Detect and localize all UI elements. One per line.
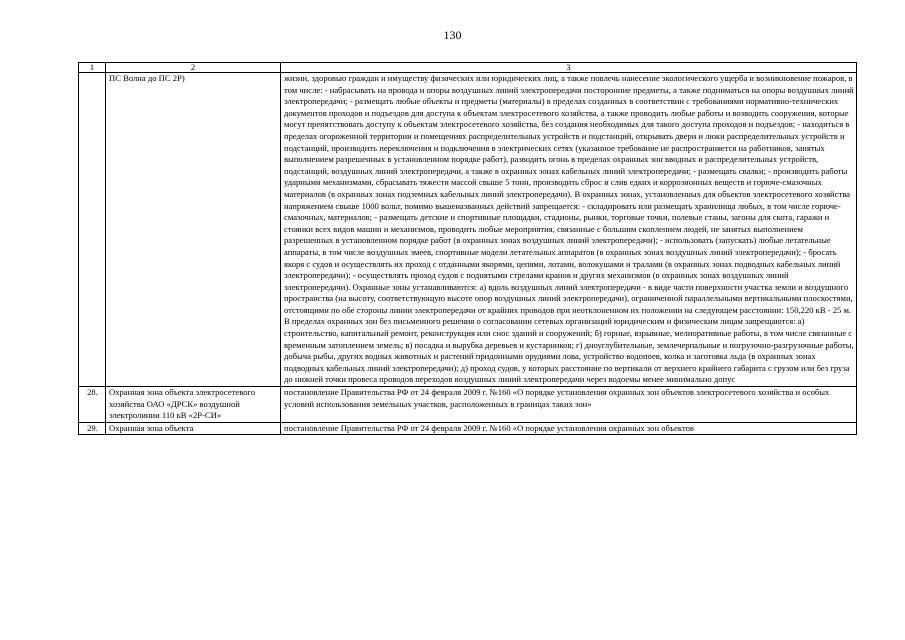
column-header: 2 — [106, 63, 281, 73]
page-number: 130 — [443, 28, 462, 42]
row-number: 29. — [79, 422, 106, 435]
row-number: 28. — [79, 387, 106, 423]
zone-description: постановление Правительства РФ от 24 февраля 2009 г. №160 «О порядке установления охранных зон объектов электросетевого хозяйства и особых условий использования земельных участков, расположенных в границах таких зон» — [281, 387, 857, 423]
zone-description: жизни, здоровью граждан и имуществу физических или юридических лиц, а также повлечь нанесение экологического ущерба и возникновение пожаров, в том числе: - набрасывать на провода и опоры воздушных линий электропередачи посторонние предметы, а также подниматься на опоры воздушных линий электропередачи; - размещать любые объекты и предметы (материалы) в пределах созданных в соответствии с требованиями нормативно-технических документов проходов и подъездов для доступа к объектам электросетевого хозяйства, а также проводить любые работы и возводить сооружения, которые могут препятствовать доступу к объектам электросетевого хозяйства, без создания необходимых для такого доступа проходов и подъездов; - находиться в пределах огороженной территории и помещениях распределительных устройств и подстанций, открывать двери и люки распределительных устройств и подстанций, производить переключения и подключения в электрических сетях (указанное требование не распространяется на работников, занятых выполнением разрешенных в установленном порядке работ), разводить огонь в пределах охранных зон вводных и распределительных устройств, подстанций, воздушных линий электропередачи, а также в охранных зонах кабельных линий электропередачи; - размещать свалки; - производить работы ударными механизмами, сбрасывать тяжести массой свыше 5 тонн, производить сброс и слив едких и коррозионных веществ и горюче-смазочных материалов (в охранных зонах подземных кабельных линий электропередачи). В охранных зонах, установленных для объектов электросетевого хозяйства напряжением свыше 1000 вольт, помимо вышеназванных действий запрещается: - складировать или размещать хранилища любых, в том числе горюче-смазочных, материалов; - размещать детские и спортивные площадки, стадионы, рынки, торговые точки, полевые станы, загоны для скота, гаражи и стоянки всех видов машин и механизмов, проводить любые мероприятия, связанные с большим скоплением людей, не занятых выполнением разрешенных в установленном порядке работ (в охранных зонах воздушных линий электропередачи); - использовать (запускать) любые летательные аппараты, в том числе воздушных змеев, спортивные модели летательных аппаратов (в охранных зонах воздушных линий электропередачи); - бросать якоря с судов и осуществлять их проход с отданными якорями, цепями, лотами, волокушами и тралами (в охранных зонах подводных кабельных линий электропередачи); - осуществлять проход судов с поднятыми стрелами кранов и других механизмов (в охранных зонах воздушных линий электропередачи). Охранные зоны устанавливаются: а) вдоль воздушных линий электропередачи - в виде части поверхности участка земли и воздушного пространства (на высоту, соответствующую высоте опор воздушных линий электропередачи), ограниченной параллельными вертикальными плоскостями, отстоящими по обе стороны линии электропередачи от крайних проводов при неотклоненном их положении на следующем расстоянии: 150,220 кВ - 25 м. В пределах охранных зон без письменного решения о согласовании сетевых организаций юридическим и физическим лицам запрещаются: а) строительство, капитальный ремонт, реконструкция или снос зданий и сооружений; б) горные, взрывные, мелиоративные работы, в том числе связанные с временным затоплением земель; в) посадка и вырубка деревьев и кустарников; г) дноуглубительные, землечерпальные и погрузочно-разгрузочные работы, добыча рыбы, других водных животных и растений придонными орудиями лова, устройство водопоев, колка и заготовка льда (в охранных зонах подводных кабельных линий электропередачи); д) проход судов, у которых расстояние по вертикали от верхнего крайнего габарита с грузом или без груза до нижней точки провеса проводов переходов воздушных линий электропередачи через водоемы менее минимально допус — [281, 73, 857, 387]
column-header: 1 — [79, 63, 106, 73]
zone-description: постановление Правительства РФ от 24 февраля 2009 г. №160 «О порядке установления охранных зон объектов — [281, 422, 857, 435]
row-number — [79, 73, 106, 387]
document-table — [78, 62, 857, 435]
column-header: 3 — [281, 63, 857, 73]
table-row — [79, 73, 857, 387]
zone-name: ПС Волна до ПС 2Р) — [106, 73, 281, 387]
table-row — [79, 387, 857, 423]
table-header-row — [79, 63, 857, 73]
zone-name: Охранная зона объекта электросетевого хозяйства ОАО «ДРСК» воздушной электролинии 110 кВ «2Р-СИ» — [106, 387, 281, 423]
zone-name: Охранная зона объекта — [106, 422, 281, 435]
table-row — [79, 422, 857, 435]
